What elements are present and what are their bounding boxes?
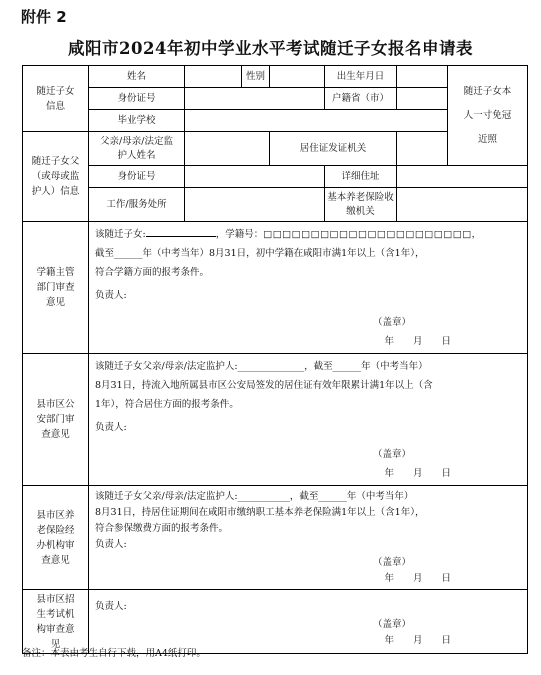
- edu-seal-label: （盖章）: [372, 317, 411, 328]
- guardian-id-field[interactable]: [185, 166, 325, 188]
- permit-org-label: 居住证发证机关: [270, 132, 397, 166]
- exam-date-label: 年 月 日: [384, 635, 451, 646]
- exam-section-label: 县市区招生考试机构审查意见: [23, 590, 89, 654]
- exam-seal-label: （盖章）: [372, 619, 411, 630]
- police-date-label: 年 月 日: [384, 468, 451, 479]
- edu-responsible-label: 负责人:: [95, 290, 127, 301]
- pension-seal-label: （盖章）: [372, 557, 411, 568]
- pension-responsible-label: 负责人:: [95, 539, 127, 550]
- student-name-field[interactable]: [185, 66, 242, 88]
- edu-student-id-boxes[interactable]: □□□□□□□□□□□□□□□□□□□□□□，: [263, 229, 482, 240]
- guardian-name-label: 父亲/母亲/法定监护人姓名: [89, 132, 185, 166]
- police-responsible-label: 负责人:: [95, 422, 127, 433]
- guardian-name-field[interactable]: [185, 132, 270, 166]
- police-text-3: 1年），符合居住方面的报考条件。: [95, 399, 239, 410]
- work-field[interactable]: [185, 188, 325, 222]
- application-form-table: [22, 65, 528, 654]
- pension-text-3: 符合参保缴费方面的报考条件。: [95, 523, 229, 534]
- edu-text-1a: 该随迁子女:: [95, 229, 146, 240]
- exam-responsible-label: 负责人:: [95, 601, 127, 612]
- gender-field[interactable]: [270, 66, 325, 88]
- birth-label: 出生年月日: [325, 66, 397, 88]
- photo-box[interactable]: 随迁子女本人一寸免冠近照: [448, 66, 528, 166]
- form-title: 咸阳市2024年初中学业水平考试随迁子女报名申请表: [68, 39, 473, 58]
- gender-label: 性别: [242, 66, 270, 88]
- guardian-section-label: 随迁子女父（或母或监护人）信息: [23, 132, 89, 222]
- police-seal-label: （盖章）: [372, 449, 411, 460]
- work-label: 工作/服务处所: [89, 188, 185, 222]
- student-section-label: 随迁子女信息: [23, 66, 89, 132]
- guardian-id-label: 身份证号: [89, 166, 185, 188]
- address-field[interactable]: [397, 166, 528, 188]
- pension-date-label: 年 月 日: [384, 573, 451, 584]
- hukou-field[interactable]: [397, 88, 448, 110]
- police-text-1: 该随迁子女父亲/母亲/法定监护人:______________，截至______年（中考当年）: [95, 361, 428, 372]
- pension-org-label: 基本养老保险收缴机关: [325, 188, 397, 222]
- edu-text-1b: ，学籍号：: [215, 229, 264, 240]
- pension-text-1: 该随迁子女父亲/母亲/法定监护人:___________，截至______年（中考当年）: [95, 491, 414, 502]
- footnote: 备注：本表由考生自行下载，用A4纸打印。: [22, 648, 206, 659]
- edu-text-3: 符合学籍方面的报考条件。: [95, 267, 210, 278]
- birth-field[interactable]: [397, 66, 448, 88]
- permit-org-field[interactable]: [397, 132, 448, 166]
- police-review-section: [89, 354, 528, 486]
- pension-org-field[interactable]: [397, 188, 528, 222]
- edu-date-label: 年 月 日: [384, 336, 451, 347]
- edu-text-2: 截至______年（中考当年）8月31日，初中学籍在咸阳市满1年以上（含1年），: [95, 248, 425, 259]
- student-id-label: 身份证号: [89, 88, 185, 110]
- police-section-label: 县市区公安部门审查意见: [23, 354, 89, 486]
- attachment-label: 附件 2: [21, 8, 67, 26]
- address-label: 详细住址: [325, 166, 397, 188]
- student-id-field[interactable]: [185, 88, 325, 110]
- police-text-2: 8月31日，持流入地所属县市区公安局签发的居住证有效年限累计满1年以上（含: [95, 380, 433, 391]
- student-name-label: 姓名: [89, 66, 185, 88]
- edu-student-name-blank[interactable]: [146, 225, 216, 237]
- school-field[interactable]: [185, 110, 448, 132]
- pension-review-section: [89, 486, 528, 590]
- edu-review-section: [89, 222, 528, 354]
- hukou-label: 户籍省（市）: [325, 88, 397, 110]
- pension-text-2: 8月31日，持居住证期间在咸阳市缴纳职工基本养老保险满1年以上（含1年），: [95, 507, 425, 518]
- pension-section-label: 县市区养老保险经办机构审查意见: [23, 486, 89, 590]
- school-label: 毕业学校: [89, 110, 185, 132]
- edu-section-label: 学籍主管部门审查意见: [23, 222, 89, 354]
- exam-review-section: [89, 590, 528, 654]
